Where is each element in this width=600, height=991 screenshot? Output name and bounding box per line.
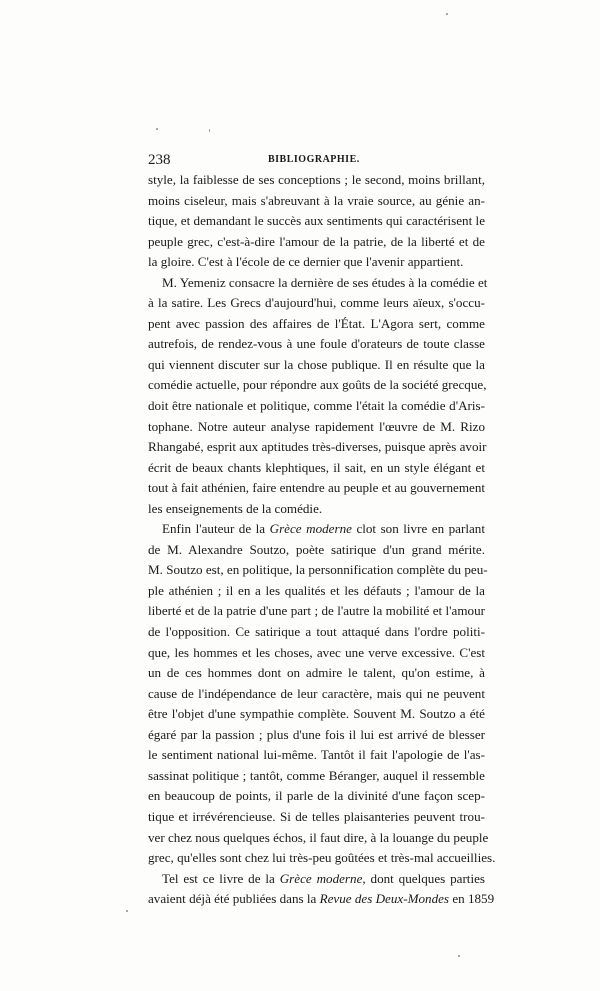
text-line: Rhangabé, esprit aux aptitudes très-diverses, puisque après avoir bbox=[148, 439, 487, 455]
text-line: tophane. Notre auteur analyse rapidement l'œuvre de M. Rizo bbox=[148, 418, 485, 434]
scan-speck bbox=[446, 13, 448, 15]
text-line: de M. Alexandre Soutzo, poète satirique d'un grand mérite. bbox=[148, 541, 485, 557]
text-line: tique et irrévérencieuse. Si de telles plaisanteries peuvent trou- bbox=[148, 808, 485, 824]
text-line: M. Yemeniz consacre la dernière de ses études à la comédie et bbox=[162, 274, 488, 290]
scan-speck bbox=[126, 910, 128, 912]
body-text bbox=[148, 170, 496, 910]
text-line: le sentiment national lui-même. Tantôt il fait l'apologie de l'as- bbox=[148, 747, 485, 763]
text-line: Tel est ce livre de la Grèce moderne, dont quelques parties bbox=[162, 870, 485, 886]
text-line: être l'objet d'une sympathie complète. Souvent M. Soutzo a été bbox=[148, 706, 485, 722]
running-title: BIBLIOGRAPHIE. bbox=[268, 154, 360, 165]
text-line: écrit de beaux chants klephtiques, il sait, en un style élégant et bbox=[148, 459, 485, 475]
scan-speck bbox=[209, 129, 210, 132]
text-line: avaient déjà été publiées dans la Revue des Deux-Mondes en 1859 bbox=[148, 891, 495, 907]
page-number: 238 bbox=[148, 152, 171, 168]
text-line: tique, et demandant le succès aux sentiments qui caractérisent le bbox=[148, 213, 485, 229]
text-line: à la satire. Les Grecs d'aujourd'hui, comme leurs aïeux, s'occu- bbox=[148, 295, 485, 311]
text-line: un de ces hommes dont on admire le talent, qu'on estime, à bbox=[148, 665, 485, 681]
text-line: ple athénien ; il en a les qualités et les défauts ; l'amour de la bbox=[148, 582, 485, 598]
text-line: que, les hommes et les choses, avec une verve excessive. C'est bbox=[148, 644, 485, 660]
text-line: moins ciseleur, mais s'abreuvant à la vraie source, au génie an- bbox=[148, 192, 485, 208]
text-line: en beaucoup de points, il parle de la divinité d'une façon scep- bbox=[148, 788, 485, 804]
text-line: autrefois, de rendez-vous à une foule d'orateurs de toute classe bbox=[148, 336, 485, 352]
running-head bbox=[148, 150, 483, 170]
text-line: de l'opposition. Ce satirique a tout attaqué dans l'ordre politi- bbox=[148, 624, 485, 640]
text-line: liberté et de la patrie d'une part ; de l'autre la mobilité et l'amour bbox=[148, 603, 485, 619]
text-line: égaré par la passion ; plus d'une fois il lui est arrivé de blesser bbox=[148, 726, 485, 742]
text-line: la gloire. C'est à l'école de ce dernier que l'avenir appartient. bbox=[148, 254, 464, 270]
text-line: les enseignements de la comédie. bbox=[148, 500, 323, 516]
text-line: ver chez nous quelques échos, il faut dire, à la louange du peuple bbox=[148, 829, 489, 845]
text-line: cause de l'indépendance de leur caractère, mais qui ne peuvent bbox=[148, 685, 485, 701]
text-line: peuple grec, c'est-à-dire l'amour de la patrie, de la liberté et de bbox=[148, 233, 485, 249]
scan-speck bbox=[458, 955, 460, 957]
text-line: doit être nationale et politique, comme l'était la comédie d'Aris- bbox=[148, 398, 485, 414]
scan-speck bbox=[156, 128, 158, 130]
text-line: Enfin l'auteur de la Grèce moderne clot son livre en parlant bbox=[162, 521, 485, 537]
text-line: comédie actuelle, pour répondre aux goûts de la société grecque, bbox=[148, 377, 487, 393]
text-line: sassinat politique ; tantôt, comme Béranger, auquel il ressemble bbox=[148, 767, 485, 783]
text-line: pent avec passion des affaires de l'État. L'Agora sert, comme bbox=[148, 315, 485, 331]
text-line: M. Soutzo est, en politique, la personnification complète du peu- bbox=[148, 562, 488, 578]
text-line: tout à fait athénien, faire entendre au peuple et au gouvernement bbox=[148, 480, 486, 496]
text-line: grec, qu'elles sont chez lui très-peu goûtées et très-mal accueillies. bbox=[148, 850, 496, 866]
text-line: qui viennent discuter sur la chose publique. Il en résulte que la bbox=[148, 356, 485, 372]
text-line: style, la faiblesse de ses conceptions ; le second, moins brillant, bbox=[148, 172, 485, 187]
